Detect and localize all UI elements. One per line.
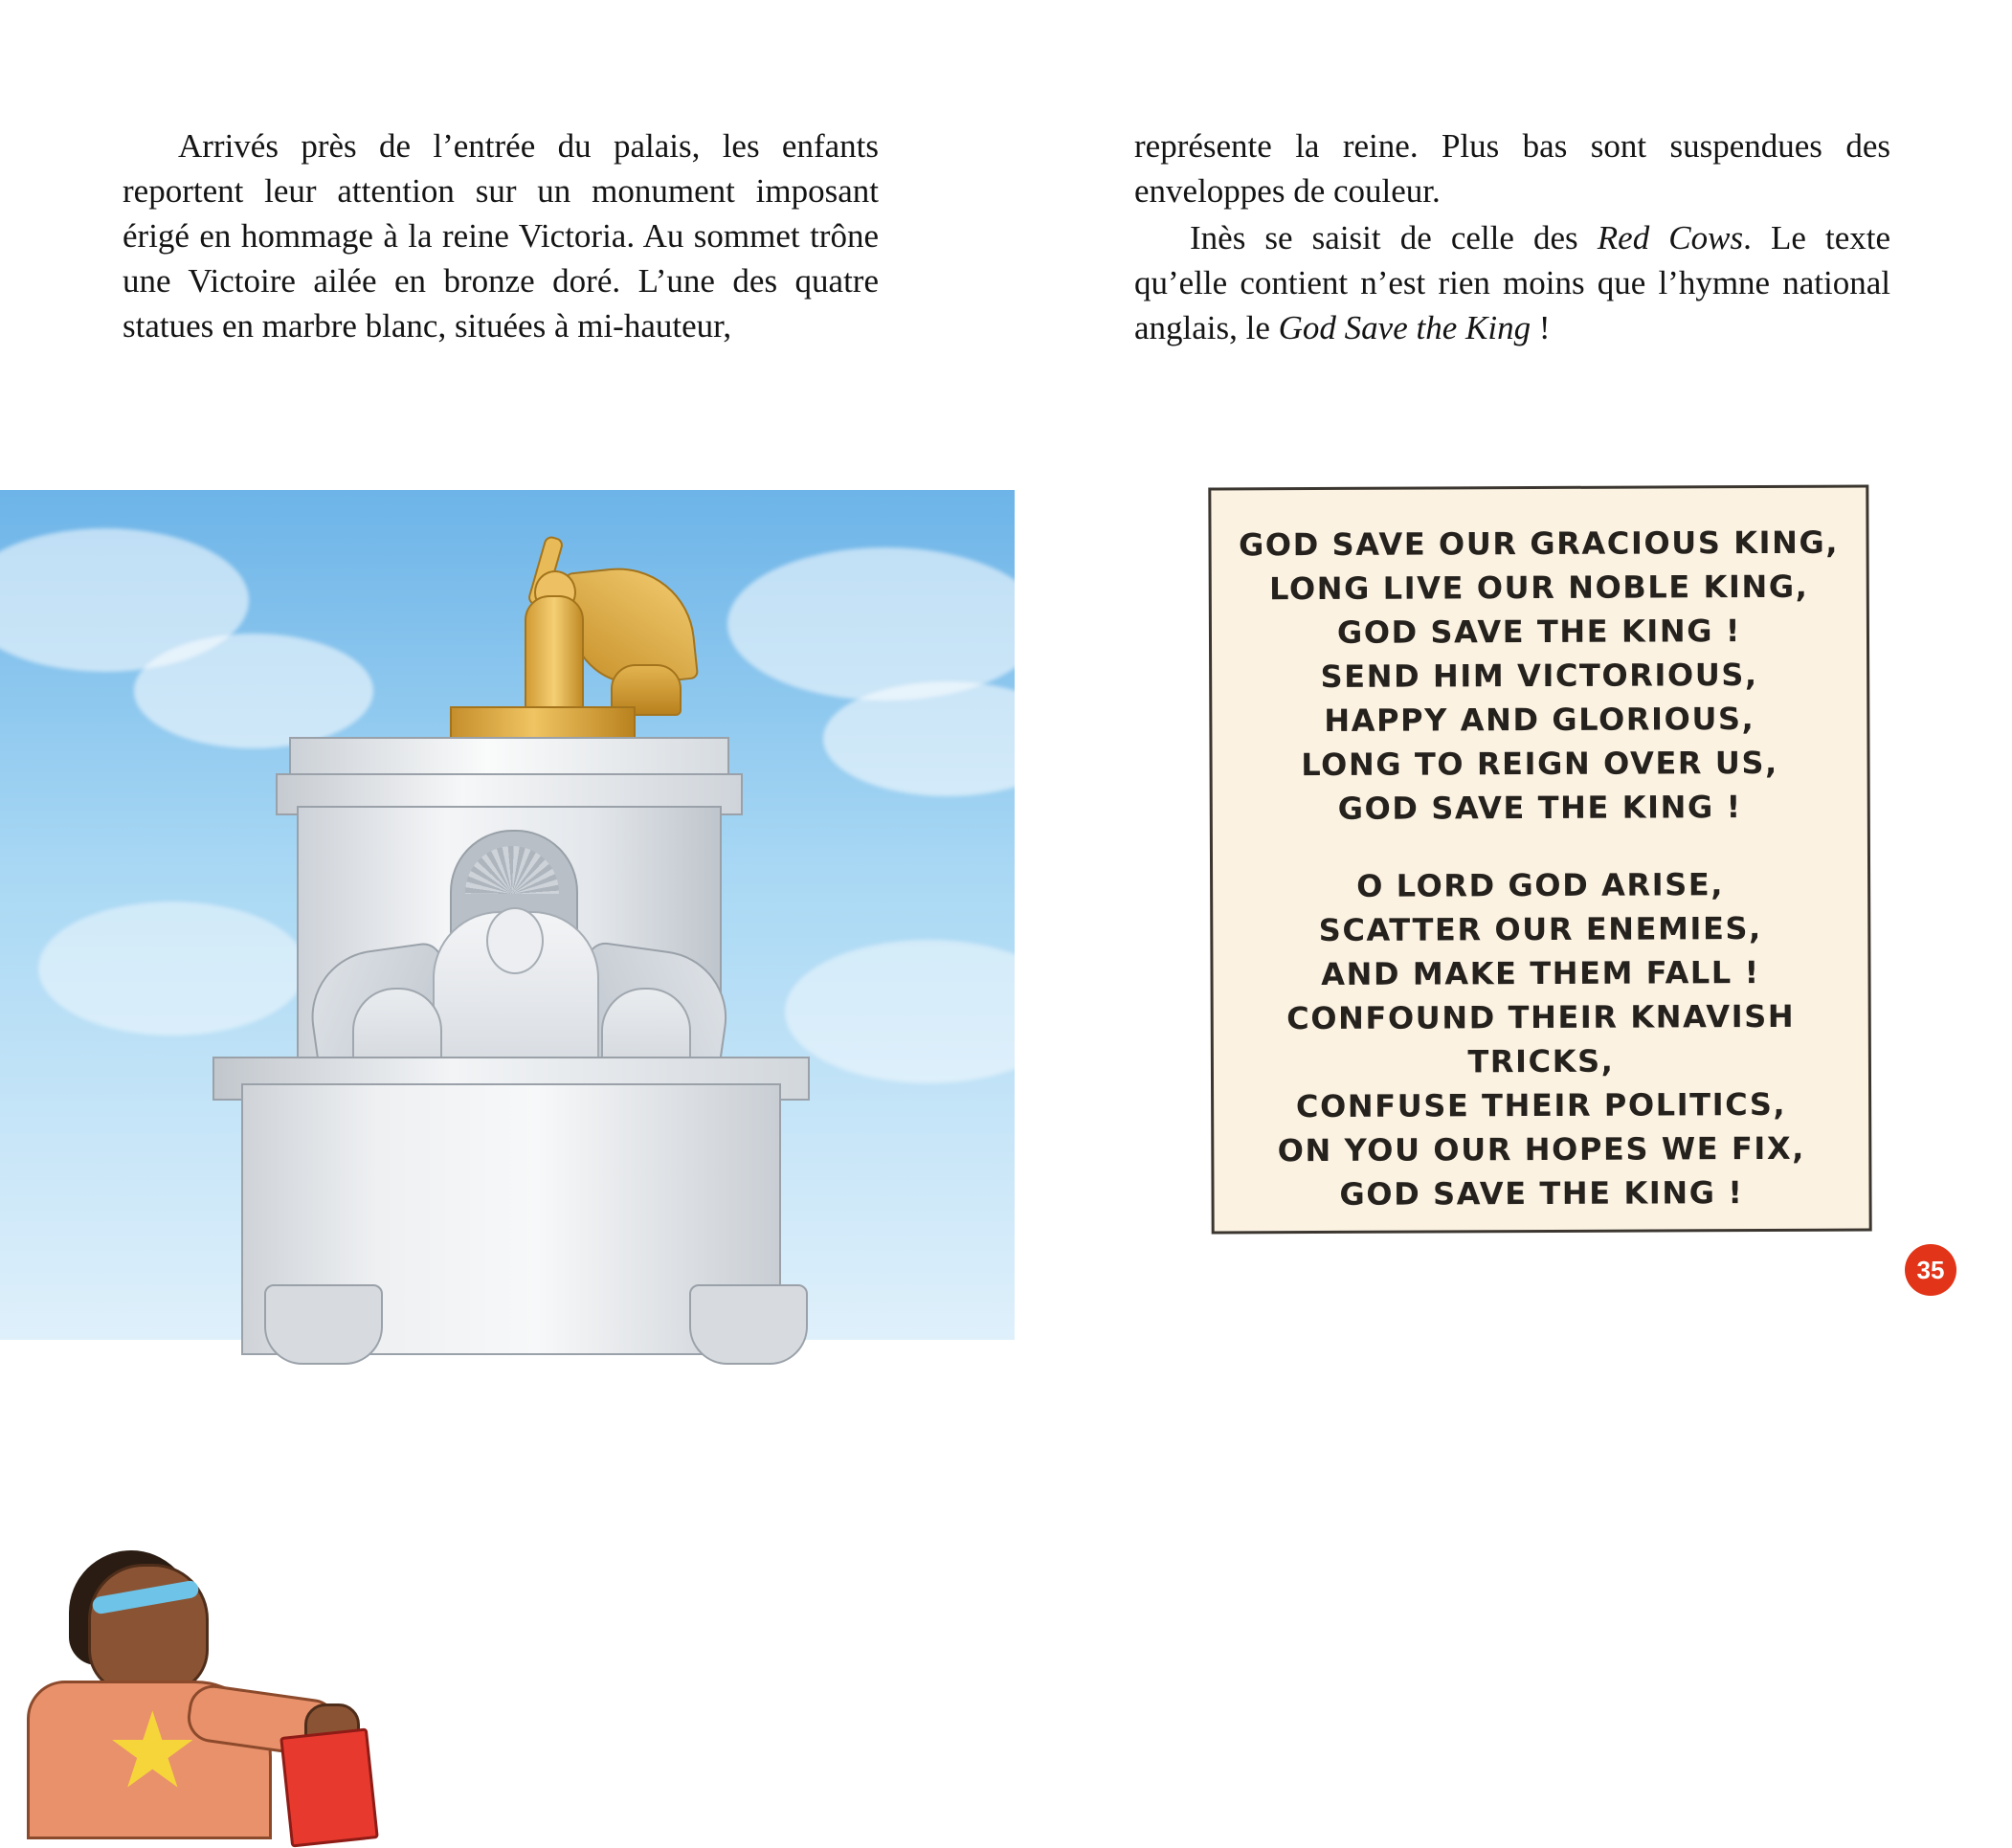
victoria-memorial xyxy=(0,490,1015,1340)
page-number-badge: 35 xyxy=(1905,1244,1956,1296)
anthem-line: LONG TO REIGN OVER US, xyxy=(1301,745,1778,784)
anthem-line: LONG LIVE OUR NOBLE KING, xyxy=(1269,568,1809,608)
anthem-line: CONFUSE THEIR POLITICS, xyxy=(1295,1085,1787,1125)
anthem-line: GOD SAVE THE KING ! xyxy=(1339,1174,1744,1213)
crest-right xyxy=(689,1284,808,1365)
anthem-line: ON YOU OUR HOPES WE FIX, xyxy=(1277,1129,1806,1169)
anthem-line: SEND HIM VICTORIOUS, xyxy=(1320,657,1758,696)
anthem-line: GOD SAVE THE KING ! xyxy=(1336,612,1742,652)
anthem-line: CONFOUND THEIR KNAVISH TRICKS, xyxy=(1286,997,1796,1080)
italic-red-cows: Red Cows xyxy=(1597,218,1744,256)
monument-illustration xyxy=(0,490,1015,1340)
left-text-column xyxy=(123,124,879,348)
right-text-column xyxy=(1134,124,1890,350)
anthem-line: HAPPY AND GLORIOUS, xyxy=(1324,701,1755,740)
paragraph-right-2 xyxy=(1134,216,1890,351)
queen-victoria-head xyxy=(486,907,544,974)
paragraph-right-2-after: ! xyxy=(1531,308,1551,346)
paragraph-right-continued: représente la reine. Plus bas sont suspendues des enveloppes de couleur. xyxy=(1134,127,1890,210)
anthem-line: GOD SAVE OUR GRACIOUS KING, xyxy=(1238,523,1840,564)
anthem-text-box xyxy=(1208,484,1871,1234)
golden-victory-body xyxy=(525,595,584,718)
red-envelope xyxy=(279,1728,379,1848)
anthem-line: SCATTER OUR ENEMIES, xyxy=(1318,909,1762,948)
paragraph-left-1: Arrivés près de l’entrée du palais, les enfants reportent leur attention sur un monument imposant érigé en hommage à la reine Victoria. Au sommet trône une Victoire ailée en bronze doré. L’une des quatre statues en marbre blanc, situées à mi-hauteur, xyxy=(123,127,879,345)
anthem-line: O LORD GOD ARISE, xyxy=(1356,865,1725,904)
italic-god-save-the-king: God Save the King xyxy=(1278,308,1531,346)
crest-left xyxy=(264,1284,383,1365)
verse-separator xyxy=(1232,829,1848,864)
anthem-line: GOD SAVE THE KING ! xyxy=(1337,789,1742,828)
paragraph-right-2-before: Inès se saisit de celle des xyxy=(1190,218,1598,256)
anthem-line: AND MAKE THEM FALL ! xyxy=(1321,953,1760,992)
paragraph-right-2-middle: . Le texte qu’elle contient n’est rien moins que l’hymne national anglais, le xyxy=(1134,218,1890,346)
